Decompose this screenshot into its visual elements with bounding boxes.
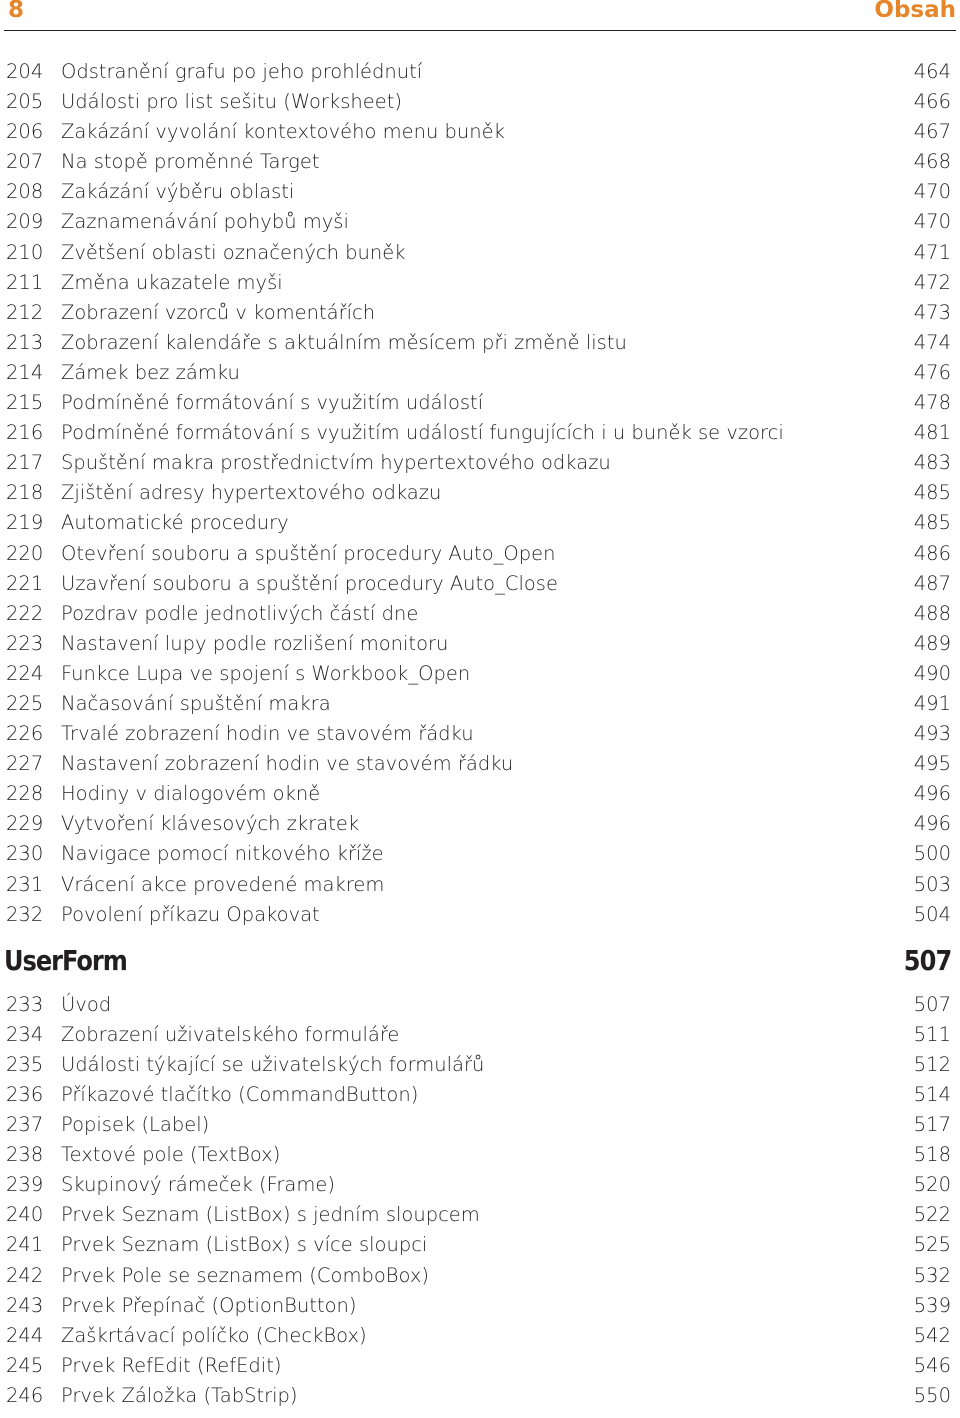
toc-entry-title: Změna ukazatele myši: [61, 270, 283, 294]
toc-entry: [0, 1050, 960, 1080]
toc-entry-title: Události pro list sešitu (Worksheet): [61, 90, 402, 114]
toc-entry: [0, 448, 960, 478]
toc-entry: [0, 147, 960, 177]
toc-entry-page: 518: [913, 1143, 951, 1167]
toc-entry-title: Zobrazení uživatelského formuláře: [61, 1022, 400, 1046]
toc-entry-title: Zobrazení vzorců v komentářích: [61, 300, 376, 324]
toc-entry-title: Prvek Záložka (TabStrip): [61, 1383, 298, 1407]
toc-entry-number: 227: [6, 752, 44, 776]
toc-entry-title: Automatické procedury: [61, 511, 289, 535]
toc-entry-number: 214: [6, 360, 44, 384]
toc-entry: [0, 1230, 960, 1260]
toc-entry-page: 507: [913, 992, 951, 1016]
toc-list-part1: [0, 57, 960, 930]
toc-entry: [0, 1110, 960, 1140]
toc-entry-title: Zakázání vyvolání kontextového menu buněk: [61, 120, 505, 144]
toc-entry: [0, 177, 960, 207]
toc-entry: [0, 328, 960, 358]
toc-entry-number: 224: [6, 661, 44, 685]
toc-entry-title: Podmíněné formátování s využitím událostí: [61, 391, 484, 415]
toc-entry-number: 219: [6, 511, 44, 535]
toc-entry-title: Zjištění adresy hypertextového odkazu: [61, 481, 442, 505]
header-rule: [4, 30, 956, 31]
toc-entry-title: Příkazové tlačítko (CommandButton): [61, 1083, 419, 1106]
toc-entry-title: Zaznamenávání pohybů myši: [61, 210, 349, 234]
toc-entry: [0, 87, 960, 117]
toc-entry-page: 472: [913, 270, 951, 294]
toc-entry-title: Prvek Seznam (ListBox) s jedním sloupcem: [61, 1203, 480, 1227]
toc-entry: [0, 900, 960, 930]
toc-entry-page: 466: [913, 90, 951, 114]
toc-entry-title: Podmíněné formátování s využitím událostí fungujících i u buněk se vzorci: [61, 421, 784, 445]
toc-entry: [0, 629, 960, 659]
toc-entry-title: Odstranění grafu po jeho prohlédnutí: [61, 60, 423, 83]
toc-entry-number: 215: [6, 391, 44, 415]
toc-entry-page: 495: [913, 752, 951, 776]
toc-entry: [0, 478, 960, 508]
toc-entry-page: 542: [913, 1323, 951, 1347]
toc-entry: [0, 1291, 960, 1321]
toc-entry-title: Funkce Lupa ve spojení s Workbook_Open: [61, 661, 471, 685]
toc-entry-title: Otevření souboru a spuštění procedury Auto_Open: [61, 541, 556, 565]
toc-entry-number: 216: [6, 421, 44, 445]
toc-entry-number: 241: [6, 1233, 44, 1257]
toc-entry: [0, 1200, 960, 1230]
toc-entry: [0, 539, 960, 569]
toc-entry-number: 218: [6, 481, 44, 505]
toc-entry-title: Prvek Seznam (ListBox) s více sloupci: [61, 1233, 428, 1257]
toc-entry-number: 205: [6, 90, 44, 114]
toc-entry: [0, 1170, 960, 1200]
toc-entry-title: Vrácení akce provedené makrem: [61, 872, 385, 896]
toc-entry-page: 500: [913, 842, 951, 866]
toc-entry-number: 222: [6, 601, 44, 625]
toc-entry-number: 208: [6, 180, 44, 204]
toc-entry-page: 496: [913, 812, 951, 836]
toc-entry-number: 240: [6, 1203, 44, 1227]
toc-entry-page: 476: [913, 360, 951, 384]
toc-entry: [0, 57, 960, 87]
page-number: 8: [8, 0, 25, 23]
toc-entry: [0, 268, 960, 298]
toc-entry-page: 522: [913, 1203, 951, 1227]
toc-entry: [0, 298, 960, 328]
toc-entry: [0, 749, 960, 779]
page-header: [0, 0, 960, 32]
toc-entry-page: 481: [913, 421, 951, 445]
toc-entry: [0, 1321, 960, 1351]
toc-entry-page: 467: [913, 120, 951, 144]
toc-entry: [0, 1261, 960, 1291]
toc-entry-number: 235: [6, 1052, 44, 1076]
toc-entry-title: Zvětšení oblasti označených buněk: [61, 240, 406, 264]
toc-entry-page: 489: [913, 631, 951, 655]
toc-entry-page: 478: [913, 391, 951, 415]
toc-entry-page: 546: [913, 1353, 951, 1377]
toc-entry-page: 512: [913, 1052, 951, 1076]
toc-entry-number: 223: [6, 631, 44, 655]
toc-entry-page: 550: [913, 1383, 951, 1407]
toc-entry-number: 228: [6, 782, 44, 806]
toc-entry-title: Navigace pomocí nitkového kříže: [61, 842, 384, 866]
toc-entry-page: 488: [913, 601, 951, 625]
toc-entry: [0, 990, 960, 1020]
toc-entry-page: 485: [913, 511, 951, 535]
toc-entry-title: Načasování spuštění makra: [61, 691, 331, 715]
toc-entry-number: 246: [6, 1383, 44, 1407]
toc-section-heading: [0, 930, 960, 990]
toc-entry-number: 230: [6, 842, 44, 866]
toc-entry-title: Zobrazení kalendáře s aktuálním měsícem při změně listu: [61, 330, 627, 354]
toc-entry-title: Vytvoření klávesových zkratek: [61, 812, 360, 836]
toc-entry: [0, 1020, 960, 1050]
toc-entry: [0, 1080, 960, 1110]
toc-entry-title: Prvek RefEdit (RefEdit): [61, 1353, 282, 1377]
toc-entry-page: 470: [913, 180, 951, 204]
toc-entry: [0, 659, 960, 689]
table-of-contents: [0, 57, 960, 1411]
toc-entry-page: 504: [913, 902, 951, 926]
toc-entry-number: 233: [6, 992, 44, 1016]
toc-entry-page: 525: [913, 1233, 951, 1257]
toc-entry-title: Skupinový rámeček (Frame): [61, 1173, 335, 1197]
toc-entry-page: 493: [913, 722, 951, 746]
toc-entry: [0, 839, 960, 869]
toc-entry-page: 496: [913, 782, 951, 806]
toc-entry-number: 206: [6, 120, 44, 144]
toc-entry-page: 471: [913, 240, 951, 264]
toc-entry-page: 474: [913, 330, 951, 354]
toc-entry-title: Prvek Pole se seznamem (ComboBox): [61, 1263, 430, 1287]
toc-entry: [0, 599, 960, 629]
toc-entry-title: Nastavení lupy podle rozlišení monitoru: [61, 631, 449, 655]
toc-entry: [0, 1140, 960, 1170]
toc-entry: [0, 719, 960, 749]
toc-entry: [0, 207, 960, 237]
toc-entry-number: 236: [6, 1083, 44, 1106]
toc-entry-number: 234: [6, 1022, 44, 1046]
toc-entry-page: 514: [913, 1083, 951, 1106]
toc-entry-page: 491: [913, 691, 951, 715]
toc-entry-title: Zámek bez zámku: [61, 360, 240, 384]
toc-entry: [0, 388, 960, 418]
toc-entry-page: 468: [913, 150, 951, 174]
toc-entry: [0, 1381, 960, 1411]
toc-entry-title: Úvod: [61, 992, 112, 1016]
toc-entry-page: 532: [913, 1263, 951, 1287]
toc-entry-number: 213: [6, 330, 44, 354]
toc-entry-page: 486: [913, 541, 951, 565]
toc-entry: [0, 117, 960, 147]
section-title: UserForm: [4, 943, 127, 977]
toc-entry-title: Pozdrav podle jednotlivých částí dne: [61, 601, 419, 625]
toc-entry: [0, 508, 960, 538]
toc-entry-title: Zaškrtávací políčko (CheckBox): [61, 1323, 367, 1347]
toc-entry-number: 220: [6, 541, 44, 565]
toc-entry-number: 237: [6, 1113, 44, 1137]
toc-entry-number: 232: [6, 902, 44, 926]
toc-entry-number: 245: [6, 1353, 44, 1377]
toc-entry-page: 485: [913, 481, 951, 505]
toc-entry-page: 503: [913, 872, 951, 896]
toc-entry-title: Zakázání výběru oblasti: [61, 180, 295, 204]
toc-entry-number: 226: [6, 722, 44, 746]
toc-entry: [0, 809, 960, 839]
toc-entry-page: 464: [913, 60, 951, 83]
toc-entry-number: 243: [6, 1293, 44, 1317]
toc-entry: [0, 569, 960, 599]
toc-entry: [0, 418, 960, 448]
toc-entry-page: 517: [913, 1113, 951, 1137]
toc-entry-page: 511: [913, 1022, 951, 1046]
toc-entry-number: 210: [6, 240, 44, 264]
toc-entry-title: Události týkající se uživatelských formulářů: [61, 1052, 485, 1076]
toc-entry-number: 212: [6, 300, 44, 324]
toc-entry-number: 211: [6, 270, 44, 294]
toc-entry-page: 487: [913, 571, 951, 595]
toc-entry-page: 490: [913, 661, 951, 685]
toc-entry-page: 539: [913, 1293, 951, 1317]
toc-entry-page: 520: [913, 1173, 951, 1197]
toc-entry-title: Na stopě proměnné Target: [61, 150, 320, 174]
toc-entry-title: Uzavření souboru a spuštění procedury Auto_Close: [61, 571, 558, 595]
toc-entry-title: Popisek (Label): [61, 1113, 210, 1137]
toc-entry-page: 473: [913, 300, 951, 324]
toc-entry-title: Prvek Přepínač (OptionButton): [61, 1293, 357, 1317]
toc-entry-title: Nastavení zobrazení hodin ve stavovém řádku: [61, 752, 514, 776]
toc-entry: [0, 238, 960, 268]
toc-entry-number: 239: [6, 1173, 44, 1197]
toc-entry: [0, 358, 960, 388]
toc-entry-title: Povolení příkazu Opakovat: [61, 902, 320, 926]
toc-entry-number: 217: [6, 451, 44, 475]
toc-entry-number: 238: [6, 1143, 44, 1167]
toc-entry-page: 470: [913, 210, 951, 234]
toc-entry-number: 225: [6, 691, 44, 715]
toc-entry-number: 207: [6, 150, 44, 174]
toc-entry-number: 209: [6, 210, 44, 234]
toc-entry-number: 204: [6, 60, 44, 83]
toc-entry: [0, 779, 960, 809]
toc-entry-title: Textové pole (TextBox): [61, 1143, 281, 1167]
toc-entry-title: Spuštění makra prostřednictvím hypertextového odkazu: [61, 451, 611, 475]
toc-list-part2: [0, 990, 960, 1411]
toc-entry-number: 221: [6, 571, 44, 595]
toc-entry-number: 244: [6, 1323, 44, 1347]
toc-entry-page: 483: [913, 451, 951, 475]
running-title: Obsah: [874, 0, 956, 23]
toc-entry-number: 231: [6, 872, 44, 896]
toc-entry: [0, 870, 960, 900]
toc-entry-title: Hodiny v dialogovém okně: [61, 782, 321, 806]
toc-entry-title: Trvalé zobrazení hodin ve stavovém řádku: [61, 722, 474, 746]
toc-entry-number: 229: [6, 812, 44, 836]
section-page-number: 507: [903, 943, 951, 977]
toc-entry: [0, 689, 960, 719]
toc-entry: [0, 1351, 960, 1381]
toc-entry-number: 242: [6, 1263, 44, 1287]
